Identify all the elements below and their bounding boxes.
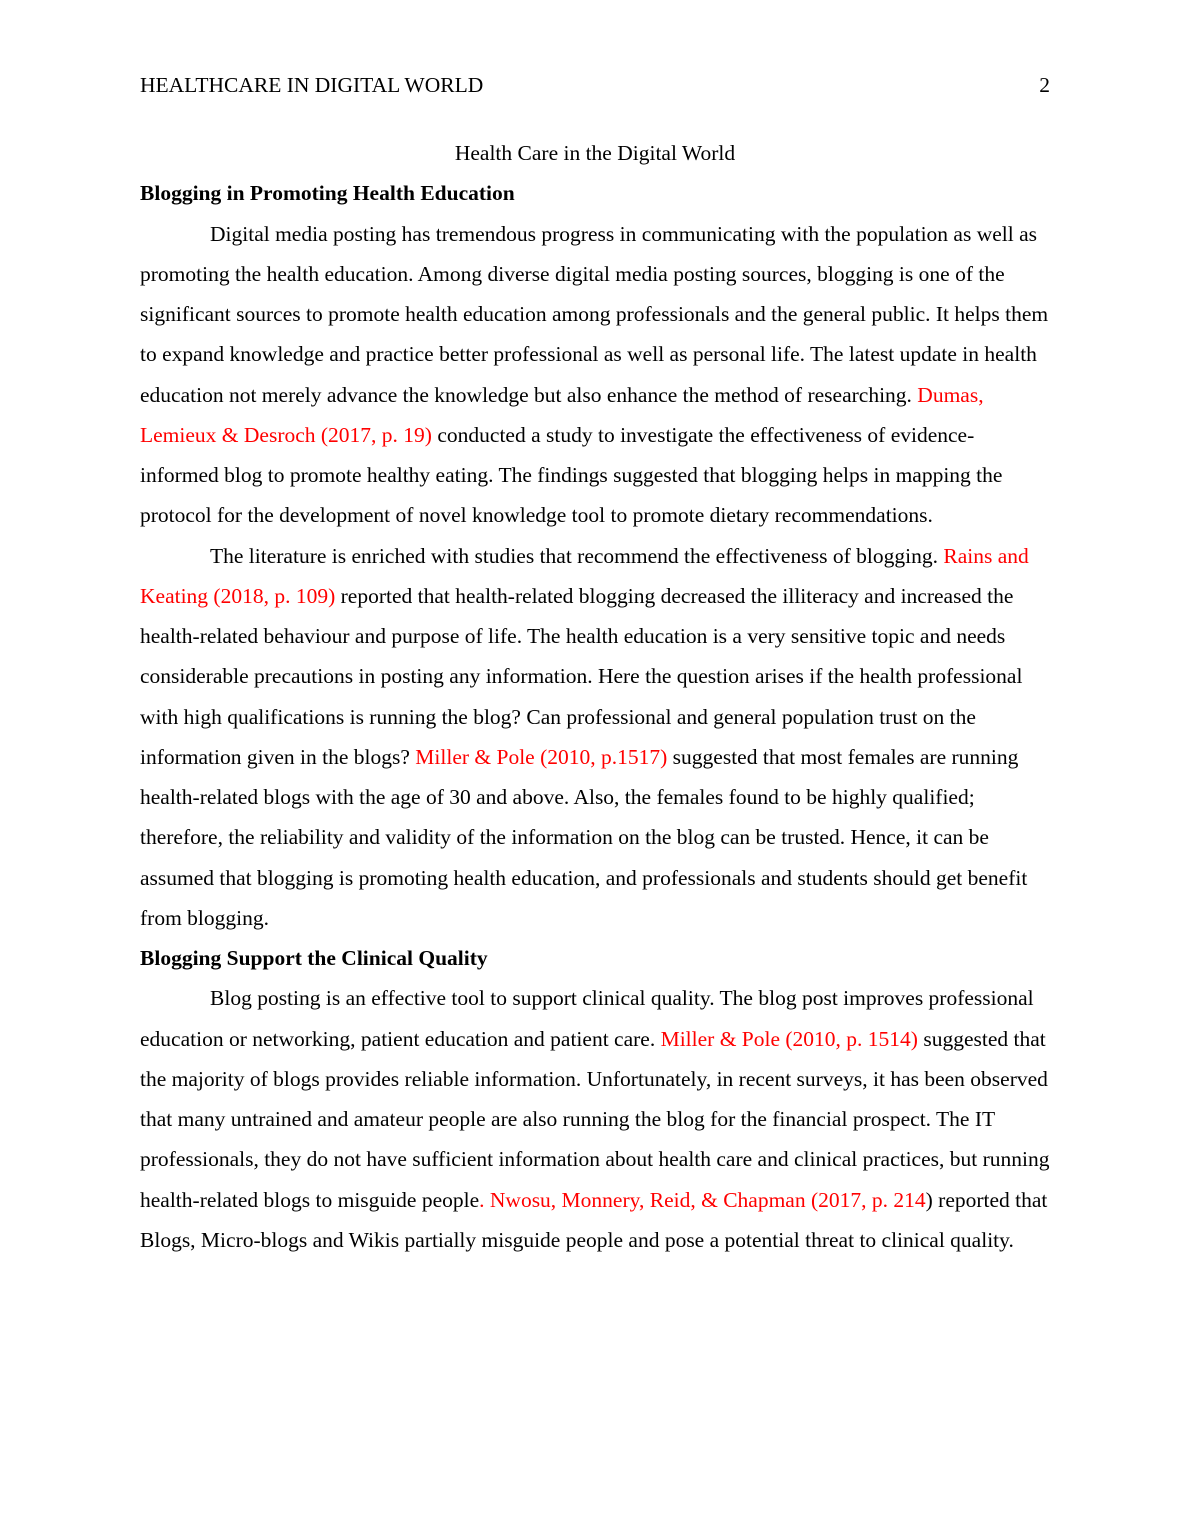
- paragraph: [140, 536, 1050, 939]
- document-body: [140, 133, 1050, 1260]
- paragraph-text: ) reported that Blogs, Micro-blogs and Wikis partially misguide people and pose a potential threat to clinical quality.: [140, 1187, 1048, 1252]
- paragraph-text: The literature is enriched with studies that recommend the effectiveness of blogging.: [210, 543, 944, 568]
- paragraph-text: Digital media posting has tremendous progress in communicating with the population as well as promoting the health education. Among diverse digital media posting sources, blogging is one of the significant sources to promote health education among professionals and the general public. It helps them to expand knowledge and practice better professional as well as personal life. The latest update in health education not merely advance the knowledge but also enhance the method of researching.: [140, 221, 1049, 407]
- paragraph-text: suggested that most females are running health-related blogs with the age of 30 and above. Also, the females found to be highly qualified; therefore, the reliability and validity of the information on the blog can be trusted. Hence, it can be assumed that blogging is promoting health education, and professionals and students should get benefit from blogging.: [140, 744, 1028, 930]
- paragraph-text: conducted a study to investigate the effectiveness of evidence-informed blog to promote healthy eating. The findings suggested that blogging helps in mapping the protocol for the development of novel knowledge tool to promote dietary recommendations.: [140, 422, 1003, 528]
- section-heading-clinical-quality: Blogging Support the Clinical Quality: [140, 946, 488, 970]
- paragraph-text: Blog posting is an effective tool to support clinical quality. The blog post improves professional education or networking, patient education and patient care.: [140, 986, 1034, 1051]
- paragraph: [140, 214, 1050, 536]
- page-number: 2: [1039, 73, 1050, 97]
- document-title: Health Care in the Digital World: [454, 141, 736, 165]
- running-head-title: HEALTHCARE IN DIGITAL WORLD: [140, 73, 484, 97]
- paragraph-text: reported that health-related blogging decreased the illiteracy and increased the health-related behaviour and purpose of life. The health education is a very sensitive topic and needs considerable precautions in posting any information. Here the question arises if the health professional with high qualifications is running the blog? Can professional and general population trust on the information given in the blogs?: [140, 583, 1023, 769]
- citation: Rains and Keating (2018, p. 109): [140, 543, 1029, 608]
- paragraph-text: suggested that the majority of blogs provides reliable information. Unfortunately, in recent surveys, it has been observed that many untrained and amateur people are also running the blog for the financial prospect. The IT professionals, they do not have sufficient information about health care and clinical practices, but running health-related blogs to misguide people: [140, 1026, 1050, 1212]
- citation: Miller & Pole (2010, p. 1514): [660, 1026, 918, 1051]
- paragraph: [140, 978, 1050, 1260]
- section-heading-health-education: Blogging in Promoting Health Education: [140, 181, 515, 206]
- citation: Dumas, Lemieux & Desroch (2017, p. 19): [140, 382, 984, 447]
- citation: Miller & Pole (2010, p.1517): [415, 744, 668, 769]
- running-header: [140, 71, 1050, 99]
- citation: . Nwosu, Monnery, Reid, & Chapman (2017, p. 214: [479, 1187, 926, 1212]
